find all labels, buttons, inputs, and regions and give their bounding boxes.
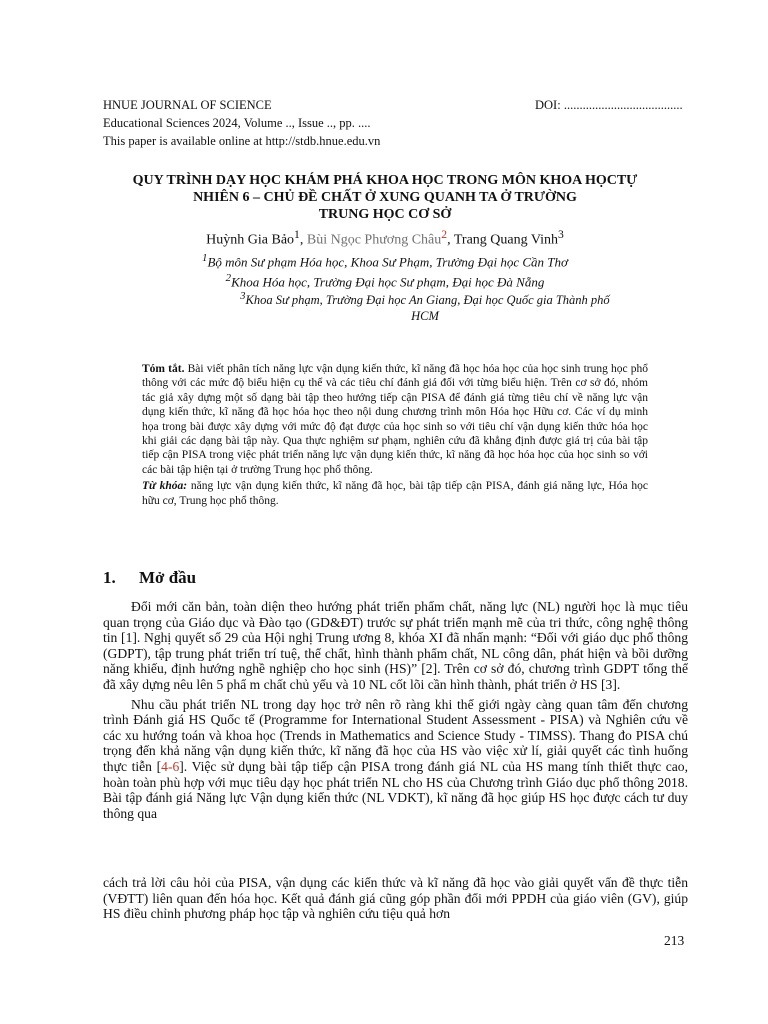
affiliation <box>80 250 690 270</box>
affiliation-mark: 2 <box>225 272 232 284</box>
affiliation-text: Khoa Hóa học, Trường Đại học Sư phạm, Đại học Đà Nẵng <box>231 274 545 290</box>
affiliation-text: HCM <box>411 309 439 324</box>
title-line: TRUNG HỌC CƠ SỞ <box>318 207 452 222</box>
author-list <box>80 228 690 249</box>
affiliation-text: Khoa Sư phạm, Trường Đại học An Giang, Đại học Quốc gia Thành phố <box>245 293 610 308</box>
author-affiliation-mark: 1 <box>294 228 300 241</box>
abstract-text: Bài viết phân tích năng lực vận dụng kiến thức, kĩ năng đã học hóa học của học sinh trung học phổ thông với các mức độ biểu hiện cụ thể và các tiêu chí đánh giá đối với từng biểu hiện. Trên cơ sở đó, nhóm tác giả xây dựng một số dạng bài tập theo hướng tiếp cận PISA để đánh giá từng tiêu chí về năng lực vận dụng kiến thức, kĩ năng đã học hóa học theo nội dung chương trình môn Hóa học Hữu cơ. Các ví dụ minh họa trong bài được xây dựng với mức độ đạt được của học sinh so với tiêu chí vận dụng kiến thức hóa học khi giải các dạng bài tập này. Qua thực nghiệm sư phạm, nghiên cứu đã khẳng định được giá trị của bài tập tiếp cận PISA trong việc phát triển năng lực vận dụng kiến thức, kĩ năng đã học hóa học của học sinh so với các bài tập hiện tại ở trường Trung học phổ thông. <box>142 363 649 476</box>
page-number: 213 <box>664 933 685 948</box>
author-affiliation-mark: 2 <box>441 228 448 241</box>
paper-title <box>80 172 690 223</box>
body-text-continued <box>103 875 688 926</box>
title-line: NHIÊN 6 – CHỦ ĐỀ CHẤT Ở XUNG QUANH TA Ở TRƯỜNG <box>193 190 577 205</box>
citation-link[interactable]: 4-6 <box>161 758 180 774</box>
affiliation-text: Bộ môn Sư phạm Hóa học, Khoa Sư Phạm, Trường Đại học Cần Thơ <box>207 254 568 270</box>
paragraph-text: ]. Việc sử dụng bài tập tiếp cận PISA trong đánh giá NL của HS mang tính thiết thực cao, hoàn toàn phù hợp với mục tiêu dạy học phát triển NL cho HS của Chương trình Giáo dục phổ thông 2018. Bài tập đánh giá Năng lực Vận dụng kiến thức (NL VDKT), kĩ năng đã học giúp HS học được cách tư duy thông qua <box>103 758 688 821</box>
journal-name: HNUE JOURNAL OF SCIENCE <box>103 98 272 112</box>
doi: DOI: ...................................... <box>535 98 683 112</box>
affiliation-mark: 1 <box>202 252 208 264</box>
volume-info: Educational Sciences 2024, Volume .., Issue .., pp. .... <box>103 116 371 130</box>
body-text <box>103 599 688 825</box>
author-separator: , <box>447 232 454 248</box>
online-info: This paper is available online at http://stdb.hnue.edu.vn <box>103 134 381 148</box>
paragraph: Đổi mới căn bản, toàn diện theo hướng phát triển phẩm chất, năng lực (NL) người học là mục tiêu quan trọng của Giáo dục và Đào tạo (GD&ĐT) trước sự phát triển mạnh mẽ của tri thức, công nghệ thông tin [1]. Nghị quyết số 29 của Hội nghị Trung ương 8, khóa XI đã nhấn mạnh: “Đối với giáo dục phổ thông (GDPT), tập trung phát triển trí tuệ, thể chất, hình thành phẩm chất, NL công dân, phát hiện và bồi dưỡng năng khiếu, định hướng nghề nghiệp cho học sinh (HS)” [2]. Trên cơ sở đó, chương trình GDPT tổng thể đã xây dựng nêu lên 5 phẩ m chất chủ yếu và 10 NL cốt lõi cần hình thành, phát triển ở HS [3]. <box>103 599 688 692</box>
paragraph <box>103 697 688 822</box>
paragraph: cách trả lời câu hỏi của PISA, vận dụng các kiến thức và kĩ năng đã học vào giải quyết vấn đề thực tiễn (VĐTT) liên quan đến hóa học. Kết quả đánh giá cũng góp phần đổi mới PPDH của giáo viên (GV), giúp HS điều chỉnh phương pháp học tập và nghiên cứu tiệu quả hơn <box>103 875 688 922</box>
section-number: 1. <box>103 568 116 587</box>
abstract-label: Tóm tắt. <box>142 363 185 375</box>
keywords-label: Từ khóa: <box>142 480 188 493</box>
author-name: Bùi Ngọc Phương Châu <box>306 232 442 248</box>
author-name: Huỳnh Gia Bảo <box>206 232 295 248</box>
title-line: QUY TRÌNH DẠY HỌC KHÁM PHÁ KHOA HỌC TRONG MÔN KHOA HỌCTỰ <box>132 173 638 188</box>
author-affiliation-mark: 3 <box>558 228 564 241</box>
paragraph-text: Nhu cầu phát triển NL trong dạy học trở nên rõ ràng khi thế giới ngày càng quan tâm đến chương trình Đánh giá HS Quốc tế (Programme for International Student Assessment - PISA) và Nghiên cứu về các xu hướng toán và khoa học (Trends in Mathematics and Science Study - TIMSS). Thang đo PISA chú trọng đến khả năng vận dụng kiến thức, kĩ năng đã học của HS vào việc xử lí, giải quyết các tình huống thực tiễn [ <box>103 696 688 774</box>
section-title: Mở đầu <box>139 568 197 587</box>
author-separator: , <box>299 232 307 248</box>
affiliation <box>200 289 650 324</box>
abstract <box>142 362 648 508</box>
section-heading <box>103 568 196 588</box>
keywords-text: năng lực vận dụng kiến thức, kĩ năng đã học, bài tập tiếp cận PISA, đánh giá năng lực, Hóa học hữu cơ, Trung học phổ thông. <box>142 480 648 507</box>
author-name: Trang Quang Vinh <box>453 232 559 248</box>
affiliation <box>80 270 690 290</box>
affiliation-mark: 3 <box>240 291 246 302</box>
